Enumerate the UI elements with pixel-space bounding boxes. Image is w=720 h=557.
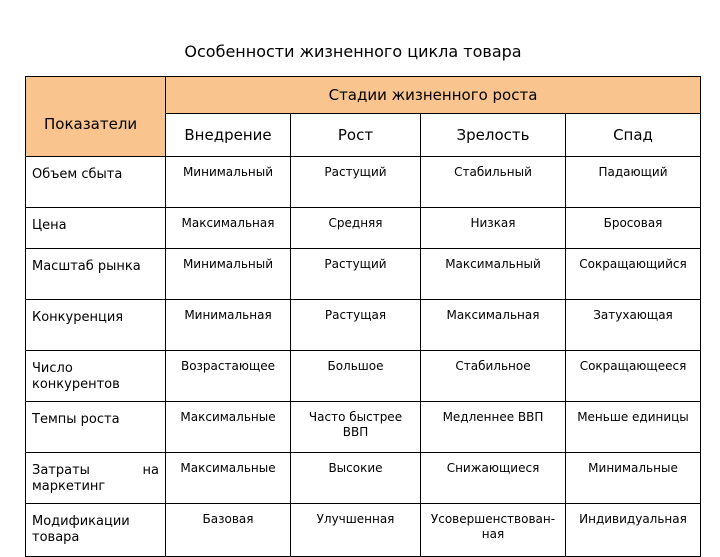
table-row [26, 249, 701, 300]
lifecycle-table [25, 76, 701, 557]
table-row [26, 351, 701, 402]
row-label-line-1: Затраты на [32, 463, 159, 478]
table-row [26, 300, 701, 351]
stage-decline: Спад [566, 114, 701, 157]
table-cell: Медленнее ВВП [421, 402, 566, 453]
table-cell: Стабильный [421, 157, 566, 208]
table-cell: Максимальные [166, 402, 291, 453]
table-cell: Минимальный [166, 157, 291, 208]
table-cell: Затухающая [566, 300, 701, 351]
stage-growth: Рост [291, 114, 421, 157]
table-row [26, 402, 701, 453]
table-cell: Сокращающийся [566, 249, 701, 300]
page-title: Особенности жизненного цикла товара [184, 42, 522, 61]
row-label: Объем сбыта [26, 157, 166, 208]
table-cell: Растущая [291, 300, 421, 351]
table-cell: Меньше единицы [566, 402, 701, 453]
table-cell: Падающий [566, 157, 701, 208]
row-label: Темпы роста [26, 402, 166, 453]
table-row [26, 157, 701, 208]
table-cell: Максимальный [421, 249, 566, 300]
table-row [26, 208, 701, 249]
stage-introduction: Внедрение [166, 114, 291, 157]
table-cell: Большое [291, 351, 421, 402]
row-label: Масштаб рынка [26, 249, 166, 300]
table-cell: Возрастающее [166, 351, 291, 402]
row-label: Конкуренция [26, 300, 166, 351]
table-cell: Растущий [291, 249, 421, 300]
row-label-line-2: маркетинг [32, 479, 106, 494]
table-cell: Бросовая [566, 208, 701, 249]
table-cell: Низкая [421, 208, 566, 249]
table-cell: Базовая [166, 504, 291, 557]
table-row [26, 504, 701, 557]
table-cell: Минимальная [166, 300, 291, 351]
table-cell: Снижающиеся [421, 453, 566, 504]
table-cell: Растущий [291, 157, 421, 208]
table-cell: Улучшенная [291, 504, 421, 557]
row-label: Цена [26, 208, 166, 249]
stages-header: Стадии жизненного роста [166, 77, 701, 114]
table-cell: Средняя [291, 208, 421, 249]
table-cell: Индивидуальная [566, 504, 701, 557]
table-cell: Сокращающееся [566, 351, 701, 402]
table-cell: Минимальный [166, 249, 291, 300]
table-cell: Максимальные [166, 453, 291, 504]
table-cell: Часто быстрее ВВП [291, 402, 421, 453]
table-cell: Максимальная [166, 208, 291, 249]
table-cell: Высокие [291, 453, 421, 504]
indicators-header: Показатели [26, 77, 166, 157]
row-label: Число конкурентов [26, 351, 166, 402]
stage-maturity: Зрелость [421, 114, 566, 157]
table-cell: Стабильное [421, 351, 566, 402]
table-cell: Усовершенствован-ная [421, 504, 566, 557]
table-cell: Минимальные [566, 453, 701, 504]
table-cell: Максимальная [421, 300, 566, 351]
row-label: Модификации товара [26, 504, 166, 557]
header-row-1 [26, 77, 701, 114]
table-row [26, 453, 701, 504]
row-label [26, 453, 166, 504]
